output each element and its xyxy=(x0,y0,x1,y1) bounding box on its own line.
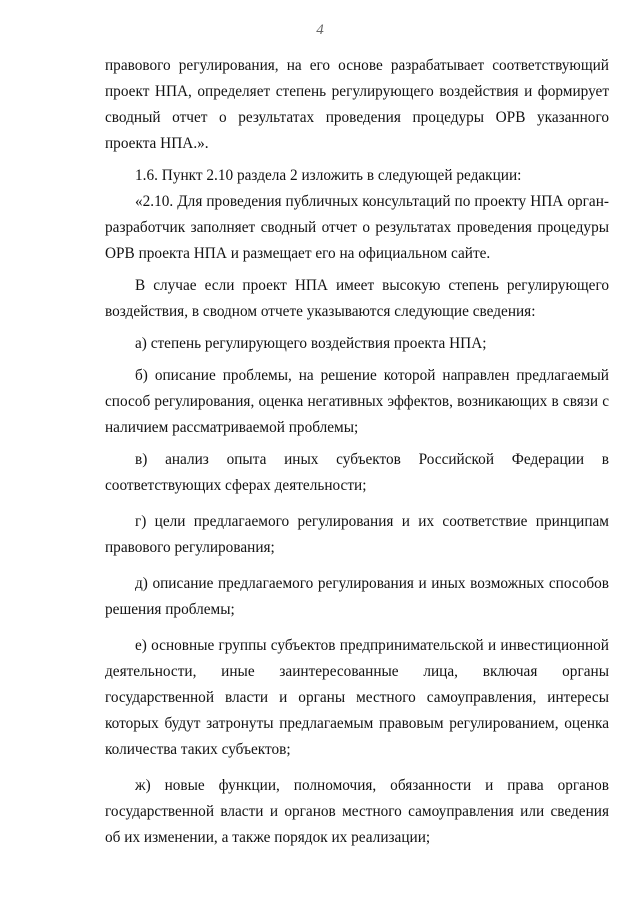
list-item-g: г) цели предлагаемого регулирования и их соответствие принципам правового регулирования; xyxy=(105,513,609,556)
list-item-a: а) степень регулирующего воздействия проекта НПА; xyxy=(135,335,487,352)
page-number: 4 xyxy=(316,22,324,38)
paragraph-item-2-10: «2.10. Для проведения публичных консультаций по проекту НПА орган-разработчик заполняет сводный отчет о результатах проведения процедуры ОРВ проекта НПА и размещает его на официальном сайте. xyxy=(105,193,609,262)
list-item-v: в) анализ опыта иных субъектов Российской Федерации в соответствующих сферах деятельности; xyxy=(105,451,609,494)
paragraph-item-1-6: 1.6. Пункт 2.10 раздела 2 изложить в следующей редакции: xyxy=(135,167,522,184)
paragraph-continuation: правового регулирования, на его основе разрабатывает соответствующий проект НПА, определяет степень регулирующего воздействия и формирует сводный отчет о результатах проведения процедуры ОРВ указанного проекта НПА.». xyxy=(105,57,609,152)
document-body xyxy=(105,53,609,851)
list-item-b: б) описание проблемы, на решение которой направлен предлагаемый способ регулирования, оценка негативных эффектов, возникающих в связи с наличием рассматриваемой проблемы; xyxy=(105,367,609,436)
list-item-zh: ж) новые функции, полномочия, обязанности и права органов государственной власти и органов местного самоуправления или сведения об их изменении, а также порядок их реализации; xyxy=(105,777,609,846)
list-item-d: д) описание предлагаемого регулирования и иных возможных способов решения проблемы; xyxy=(105,575,609,618)
paragraph-high-impact: В случае если проект НПА имеет высокую степень регулирующего воздействия, в сводном отчете указываются следующие сведения: xyxy=(105,277,609,320)
list-item-e: е) основные группы субъектов предпринимательской и инвестиционной деятельности, иные заинтересованные лица, включая органы государственной власти и органы местного самоуправления, интересы которых будут затронуты предлагаемым правовым регулированием, оценка количества таких субъектов; xyxy=(105,637,609,758)
